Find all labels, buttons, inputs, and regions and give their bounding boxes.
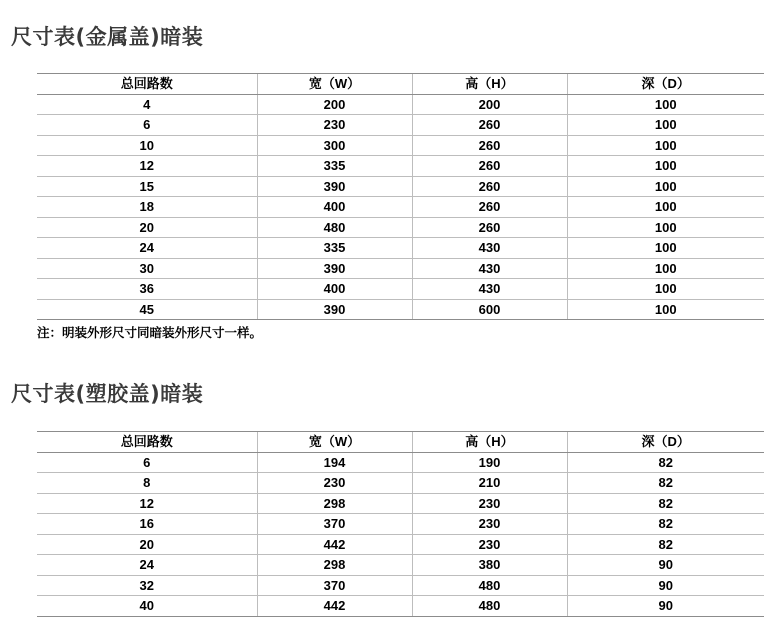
cell-circuits: 10 bbox=[37, 135, 257, 156]
section-title-metal-cover: 尺寸表(金属盖)暗装 bbox=[11, 25, 204, 49]
cell-width: 390 bbox=[257, 299, 412, 320]
size-table-plastic-cover bbox=[37, 431, 764, 617]
cell-depth: 90 bbox=[567, 575, 764, 596]
cell-height: 380 bbox=[412, 555, 567, 576]
cell-width: 335 bbox=[257, 156, 412, 177]
table-row bbox=[37, 135, 764, 156]
cell-width: 400 bbox=[257, 279, 412, 300]
cell-height: 260 bbox=[412, 197, 567, 218]
cell-height: 430 bbox=[412, 238, 567, 259]
cell-width: 194 bbox=[257, 452, 412, 473]
cell-depth: 100 bbox=[567, 238, 764, 259]
cell-height: 480 bbox=[412, 575, 567, 596]
cell-circuits: 30 bbox=[37, 258, 257, 279]
table-note: 注：明装外形尺寸同暗装外形尺寸一样。 bbox=[37, 325, 263, 340]
cell-circuits: 12 bbox=[37, 493, 257, 514]
header-circuits: 总回路数 bbox=[37, 432, 257, 453]
cell-depth: 100 bbox=[567, 135, 764, 156]
cell-circuits: 32 bbox=[37, 575, 257, 596]
cell-circuits: 6 bbox=[37, 452, 257, 473]
cell-circuits: 4 bbox=[37, 94, 257, 115]
table-row bbox=[37, 493, 764, 514]
cell-height: 190 bbox=[412, 452, 567, 473]
cell-circuits: 24 bbox=[37, 238, 257, 259]
cell-depth: 100 bbox=[567, 94, 764, 115]
cell-height: 230 bbox=[412, 493, 567, 514]
cell-circuits: 15 bbox=[37, 176, 257, 197]
cell-width: 300 bbox=[257, 135, 412, 156]
cell-height: 260 bbox=[412, 217, 567, 238]
cell-height: 260 bbox=[412, 156, 567, 177]
header-depth: 深（D） bbox=[567, 432, 764, 453]
table-row bbox=[37, 299, 764, 320]
cell-circuits: 12 bbox=[37, 156, 257, 177]
cell-circuits: 40 bbox=[37, 596, 257, 617]
cell-width: 400 bbox=[257, 197, 412, 218]
cell-circuits: 20 bbox=[37, 217, 257, 238]
cell-circuits: 36 bbox=[37, 279, 257, 300]
cell-width: 298 bbox=[257, 555, 412, 576]
cell-width: 442 bbox=[257, 534, 412, 555]
cell-circuits: 16 bbox=[37, 514, 257, 535]
table-row bbox=[37, 473, 764, 494]
cell-width: 442 bbox=[257, 596, 412, 617]
cell-circuits: 6 bbox=[37, 115, 257, 136]
cell-circuits: 24 bbox=[37, 555, 257, 576]
table-row bbox=[37, 238, 764, 259]
cell-depth: 100 bbox=[567, 217, 764, 238]
cell-width: 390 bbox=[257, 176, 412, 197]
cell-width: 335 bbox=[257, 238, 412, 259]
cell-height: 600 bbox=[412, 299, 567, 320]
cell-depth: 100 bbox=[567, 279, 764, 300]
cell-width: 230 bbox=[257, 115, 412, 136]
cell-depth: 82 bbox=[567, 493, 764, 514]
cell-height: 480 bbox=[412, 596, 567, 617]
cell-depth: 90 bbox=[567, 555, 764, 576]
table-row bbox=[37, 514, 764, 535]
cell-depth: 100 bbox=[567, 156, 764, 177]
table-row bbox=[37, 94, 764, 115]
header-width: 宽（W） bbox=[257, 432, 412, 453]
cell-height: 430 bbox=[412, 279, 567, 300]
cell-width: 370 bbox=[257, 575, 412, 596]
header-circuits: 总回路数 bbox=[37, 74, 257, 95]
header-height: 高（H） bbox=[412, 74, 567, 95]
cell-depth: 82 bbox=[567, 514, 764, 535]
table-header-row bbox=[37, 74, 764, 95]
cell-width: 200 bbox=[257, 94, 412, 115]
table-row bbox=[37, 115, 764, 136]
cell-height: 210 bbox=[412, 473, 567, 494]
cell-height: 230 bbox=[412, 534, 567, 555]
table-row bbox=[37, 197, 764, 218]
section-title-plastic-cover: 尺寸表(塑胶盖)暗装 bbox=[11, 382, 204, 406]
cell-height: 260 bbox=[412, 135, 567, 156]
cell-depth: 100 bbox=[567, 258, 764, 279]
header-height: 高（H） bbox=[412, 432, 567, 453]
cell-circuits: 18 bbox=[37, 197, 257, 218]
header-depth: 深（D） bbox=[567, 74, 764, 95]
cell-height: 230 bbox=[412, 514, 567, 535]
cell-width: 370 bbox=[257, 514, 412, 535]
cell-height: 200 bbox=[412, 94, 567, 115]
table-row bbox=[37, 279, 764, 300]
cell-height: 260 bbox=[412, 115, 567, 136]
cell-depth: 100 bbox=[567, 176, 764, 197]
table-header-row bbox=[37, 432, 764, 453]
cell-depth: 100 bbox=[567, 197, 764, 218]
cell-width: 390 bbox=[257, 258, 412, 279]
table-row bbox=[37, 534, 764, 555]
table-row bbox=[37, 596, 764, 617]
size-table-metal-cover bbox=[37, 73, 764, 320]
table-row bbox=[37, 452, 764, 473]
table-row bbox=[37, 156, 764, 177]
cell-circuits: 20 bbox=[37, 534, 257, 555]
table-row bbox=[37, 217, 764, 238]
header-width: 宽（W） bbox=[257, 74, 412, 95]
table-row bbox=[37, 555, 764, 576]
cell-depth: 82 bbox=[567, 452, 764, 473]
cell-depth: 82 bbox=[567, 534, 764, 555]
table-row bbox=[37, 176, 764, 197]
cell-circuits: 45 bbox=[37, 299, 257, 320]
cell-width: 480 bbox=[257, 217, 412, 238]
cell-height: 430 bbox=[412, 258, 567, 279]
table-row bbox=[37, 258, 764, 279]
cell-width: 230 bbox=[257, 473, 412, 494]
cell-depth: 100 bbox=[567, 115, 764, 136]
cell-depth: 90 bbox=[567, 596, 764, 617]
cell-depth: 100 bbox=[567, 299, 764, 320]
cell-depth: 82 bbox=[567, 473, 764, 494]
cell-circuits: 8 bbox=[37, 473, 257, 494]
cell-height: 260 bbox=[412, 176, 567, 197]
table-row bbox=[37, 575, 764, 596]
cell-width: 298 bbox=[257, 493, 412, 514]
